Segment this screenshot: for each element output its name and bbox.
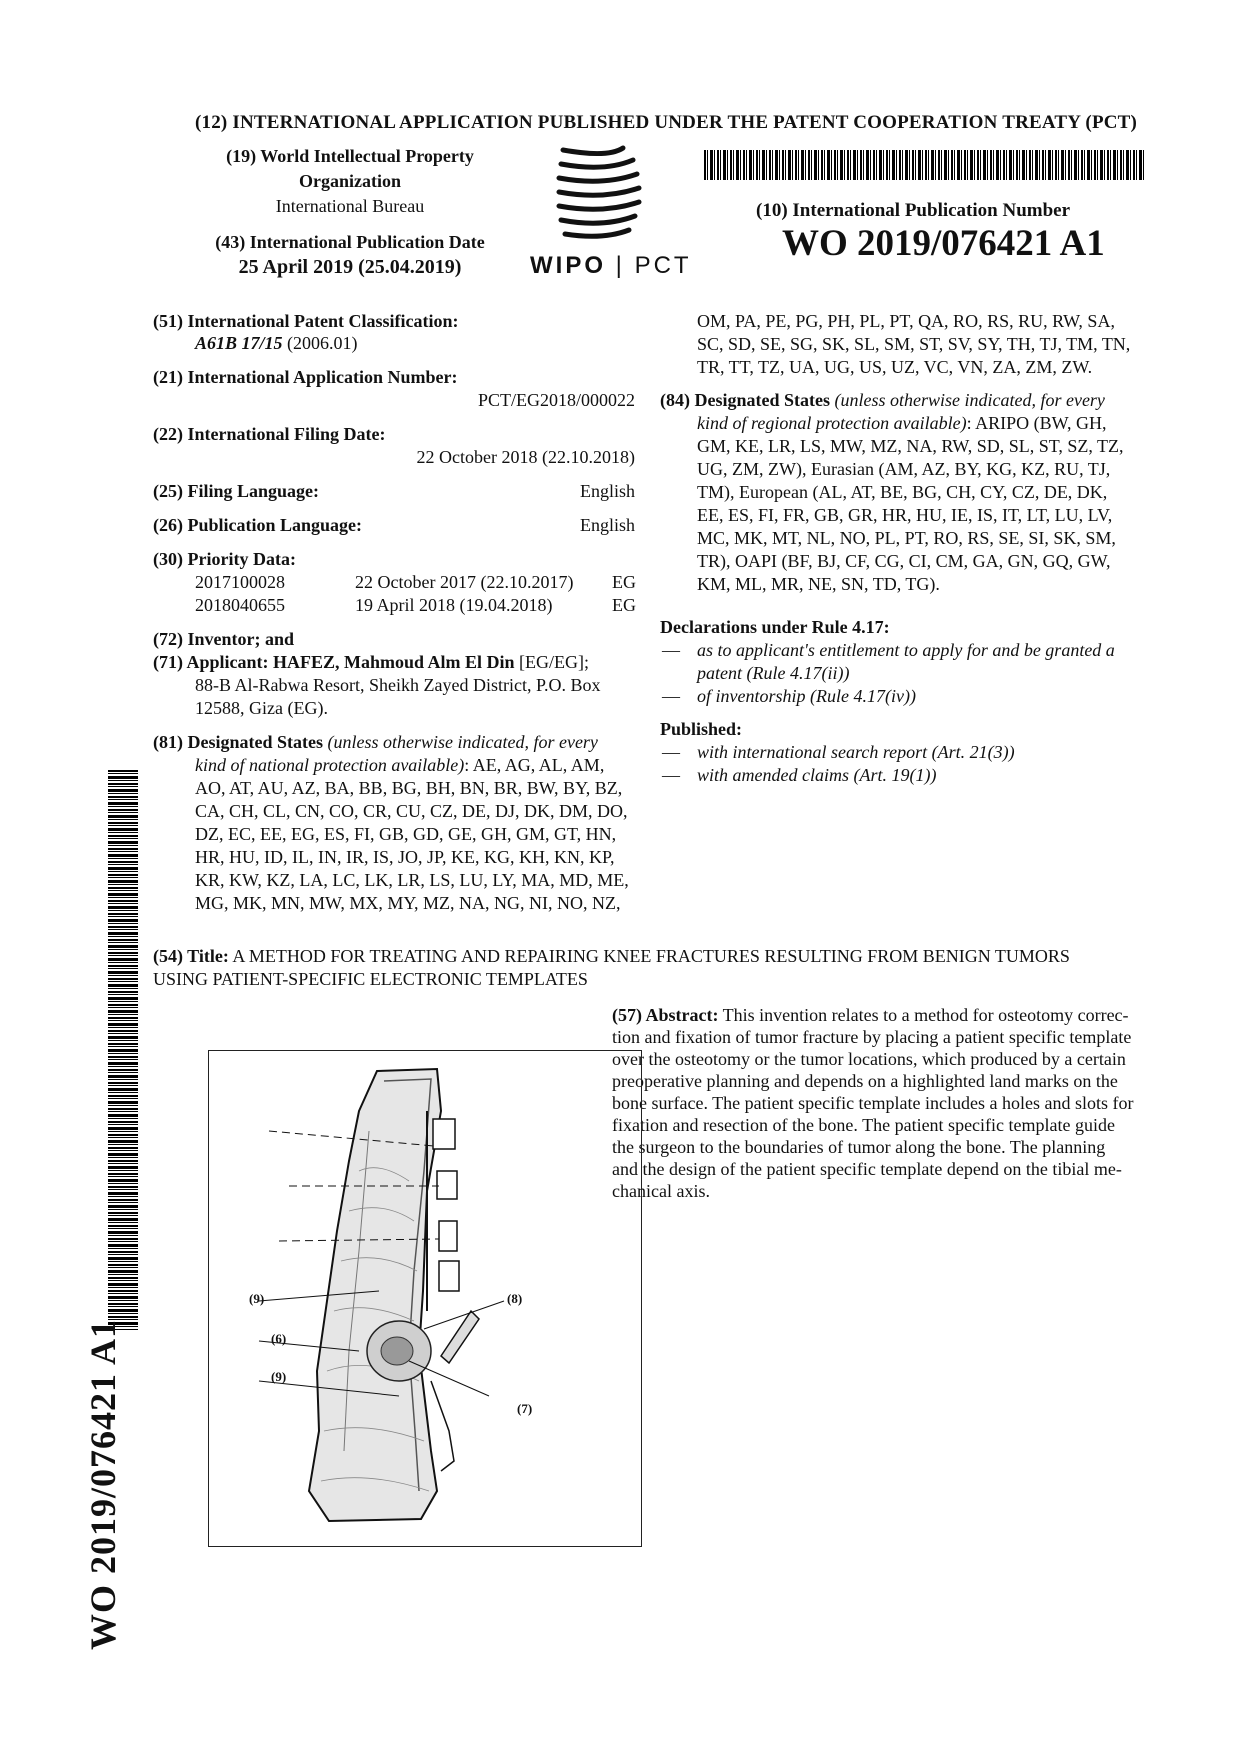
field-84-states-line: TR), OAPI (BF, BJ, CF, CG, CI, CM, GA, GN, GQ, GW,: [697, 551, 1111, 571]
figure-label-9b: (9): [271, 1369, 287, 1384]
field-81-line2: [195, 754, 604, 777]
declaration-item-2: of inventorship (Rule 4.17(iv)): [697, 686, 916, 706]
priority-row-1-country: EG: [612, 572, 636, 592]
wipo-pct-wordmark: [530, 252, 692, 280]
barcode-top: [704, 150, 1144, 180]
field-81-states-line: DZ, EC, EE, EG, ES, FI, GB, GD, GE, GH, GM, GT, HN,: [195, 824, 617, 844]
title-line1: [153, 945, 1070, 968]
declaration-item-1-line1: as to applicant's entitlement to apply for and be granted a: [697, 640, 1115, 660]
priority-row-2-date: 19 April 2018 (19.04.2018): [355, 595, 553, 615]
title-text-1: A METHOD FOR TREATING AND REPAIRING KNEE FRACTURES RESULTING FROM BENIGN TUMORS: [228, 946, 1070, 966]
abstract-first-line: [612, 1004, 1129, 1027]
barcode-side: [108, 770, 138, 1330]
field-81-label: (81) Designated States: [153, 732, 323, 752]
field-81-states-line: AO, AT, AU, AZ, BA, BB, BG, BH, BN, BR, BW, BY, BZ,: [195, 778, 623, 798]
field-81-italic2: kind of national protection available): [195, 755, 465, 775]
field-84-line2: [697, 412, 1106, 435]
abstract-label: (57) Abstract:: [612, 1005, 719, 1025]
field-25-value: English: [579, 481, 635, 501]
bureau-name: International Bureau: [275, 196, 425, 216]
side-publication-number: WO 2019/076421 A1: [83, 1318, 123, 1650]
field-81-states-line: HR, HU, ID, IL, IN, IR, IS, JO, JP, KE, KG, KH, KN, KP,: [195, 847, 615, 867]
field-81-cont-line: TR, TT, TZ, UA, UG, US, UZ, VC, VN, ZA, ZM, ZW.: [697, 357, 1093, 377]
field-84-states-line: KM, ML, MR, NE, SN, TD, TG).: [697, 574, 940, 594]
field-51-value: [195, 332, 358, 355]
field-84-states-line: EE, ES, FI, FR, GB, GR, HR, HU, IE, IS, IT, LT, LU, LV,: [697, 505, 1113, 525]
field-22-label: (22) International Filing Date:: [153, 424, 386, 444]
field-84-italic1: (unless otherwise indicated, for every: [829, 390, 1105, 410]
abstract-line: over the osteotomy or the tumor locations, which produced by a certain: [612, 1049, 1126, 1069]
field-81-cont-line: OM, PA, PE, PG, PH, PL, PT, QA, RO, RS, RU, RW, SA,: [697, 311, 1115, 331]
field-81-cont-line: SC, SD, SE, SG, SK, SL, SM, ST, SV, SY, TH, TJ, TM, TN,: [697, 334, 1131, 354]
field-81-cont: : AE, AG, AL, AM,: [464, 755, 605, 775]
field-21-value: PCT/EG2018/000022: [477, 390, 635, 410]
abstract-line: tion and fixation of tumor fracture by placing a patient specific template: [612, 1027, 1132, 1047]
published-item-1: with international search report (Art. 21(3)): [697, 742, 1015, 762]
applicant-code: [EG/EG];: [514, 652, 590, 672]
field-81-header: [153, 731, 598, 754]
field-81-states-line: CA, CH, CL, CN, CO, CR, CU, CZ, DE, DJ, DK, DM, DO,: [195, 801, 628, 821]
abstract-text-first: This invention relates to a method for osteotomy correc-: [718, 1005, 1129, 1025]
priority-row-1-date: 22 October 2017 (22.10.2017): [355, 572, 574, 592]
priority-row-2-number: 2018040655: [195, 595, 285, 615]
field-84-states-line: TM), European (AL, AT, BE, BG, CH, CY, CZ, DE, DK,: [697, 482, 1108, 502]
field-30-label: (30) Priority Data:: [153, 549, 296, 569]
field-25-label: (25) Filing Language:: [153, 481, 320, 501]
declaration-dash: —: [662, 686, 680, 706]
applicant-address-1: 88-B Al-Rabwa Resort, Sheikh Zayed District, P.O. Box: [195, 675, 601, 695]
wipo-separator: |: [615, 252, 625, 279]
wipo-logo-icon: [553, 140, 643, 248]
abstract-line: chanical axis.: [612, 1181, 710, 1201]
figure-label-8: (8): [507, 1291, 523, 1306]
published-item-2: with amended claims (Art. 19(1)): [697, 765, 937, 785]
published-dash: —: [662, 765, 680, 785]
field-84-label: (84) Designated States: [660, 390, 830, 410]
header-pct-line: (12) INTERNATIONAL APPLICATION PUBLISHED UNDER THE PATENT COOPERATION TREATY (PCT): [195, 112, 1138, 133]
abstract-line: bone surface. The patient specific template includes a holes and slots for: [612, 1093, 1134, 1113]
field-81-italic1: (unless otherwise indicated, for every: [322, 732, 598, 752]
bone-template-drawing: [209, 1051, 641, 1546]
field-71-applicant: [153, 651, 589, 674]
field-81-states-line: MG, MK, MN, MW, MX, MY, MZ, NA, NG, NI, NO, NZ,: [195, 893, 621, 913]
published-label: Published:: [660, 719, 743, 739]
abstract-line: and the design of the patient specific template depend on the tibial me-: [612, 1159, 1122, 1179]
field-26-label: (26) Publication Language:: [153, 515, 363, 535]
field-81-states-line: KR, KW, KZ, LA, LC, LK, LR, LS, LU, LY, MA, MD, ME,: [195, 870, 629, 890]
field-21-label: (21) International Application Number:: [153, 367, 458, 387]
ipc-class: A61B 17/15: [195, 333, 283, 353]
declaration-dash: —: [662, 640, 680, 660]
field-84-states-line: MC, MK, MT, NL, NO, PL, PT, RO, RS, SE, SI, SK, SM,: [697, 528, 1116, 548]
abstract-line: the surgeon to the boundaries of tumor along the bone. The planning: [612, 1137, 1106, 1157]
abstract-line: fixation and resection of the bone. The patient specific template guide: [612, 1115, 1115, 1135]
abstract-line: preoperative planning and depends on a highlighted land marks on the: [612, 1071, 1118, 1091]
pct-word: PCT: [634, 252, 692, 279]
field-84-states-line: UG, ZM, ZW), Eurasian (AM, AZ, BY, KG, KZ, RU, TJ,: [697, 459, 1111, 479]
field-84-cont: : ARIPO (BW, GH,: [966, 413, 1107, 433]
pub-date-value: 25 April 2019 (25.04.2019): [238, 256, 462, 278]
ipc-year: (2006.01): [282, 333, 358, 353]
figure-label-9a: (9): [249, 1291, 265, 1306]
field-51-label: (51) International Patent Classification:: [153, 311, 459, 331]
figure-label-6: (6): [271, 1331, 287, 1346]
field-84-states-line: GM, KE, LR, LS, MW, MZ, NA, RW, SD, SL, ST, SZ, TZ,: [697, 436, 1124, 456]
applicant-address-2: 12588, Giza (EG).: [195, 698, 328, 718]
figure-frame: [208, 1050, 642, 1547]
org-name-line2: Organization: [299, 171, 401, 191]
title-line2: USING PATIENT-SPECIFIC ELECTRONIC TEMPLATES: [153, 969, 588, 989]
wipo-word: WIPO: [530, 252, 606, 279]
field-84-header: [660, 389, 1105, 412]
published-dash: —: [662, 742, 680, 762]
field-72-label: (72) Inventor; and: [153, 629, 295, 649]
field-26-value: English: [579, 515, 635, 535]
pub-date-label: (43) International Publication Date: [215, 232, 485, 252]
applicant-name: (71) Applicant: HAFEZ, Mahmoud Alm El Din: [153, 652, 515, 672]
figure-label-7: (7): [517, 1401, 533, 1416]
field-22-value: 22 October 2018 (22.10.2018): [416, 447, 635, 467]
field-84-italic2: kind of regional protection available): [697, 413, 967, 433]
priority-row-1-number: 2017100028: [195, 572, 285, 592]
declarations-label: Declarations under Rule 4.17:: [660, 617, 890, 637]
pub-number: WO 2019/076421 A1: [782, 223, 1105, 264]
priority-row-2-country: EG: [612, 595, 636, 615]
declaration-item-1-line2: patent (Rule 4.17(ii)): [697, 663, 850, 683]
org-name-line1: (19) World Intellectual Property: [226, 146, 474, 166]
pub-number-label: (10) International Publication Number: [756, 200, 1071, 221]
title-label: (54) Title:: [153, 946, 229, 966]
